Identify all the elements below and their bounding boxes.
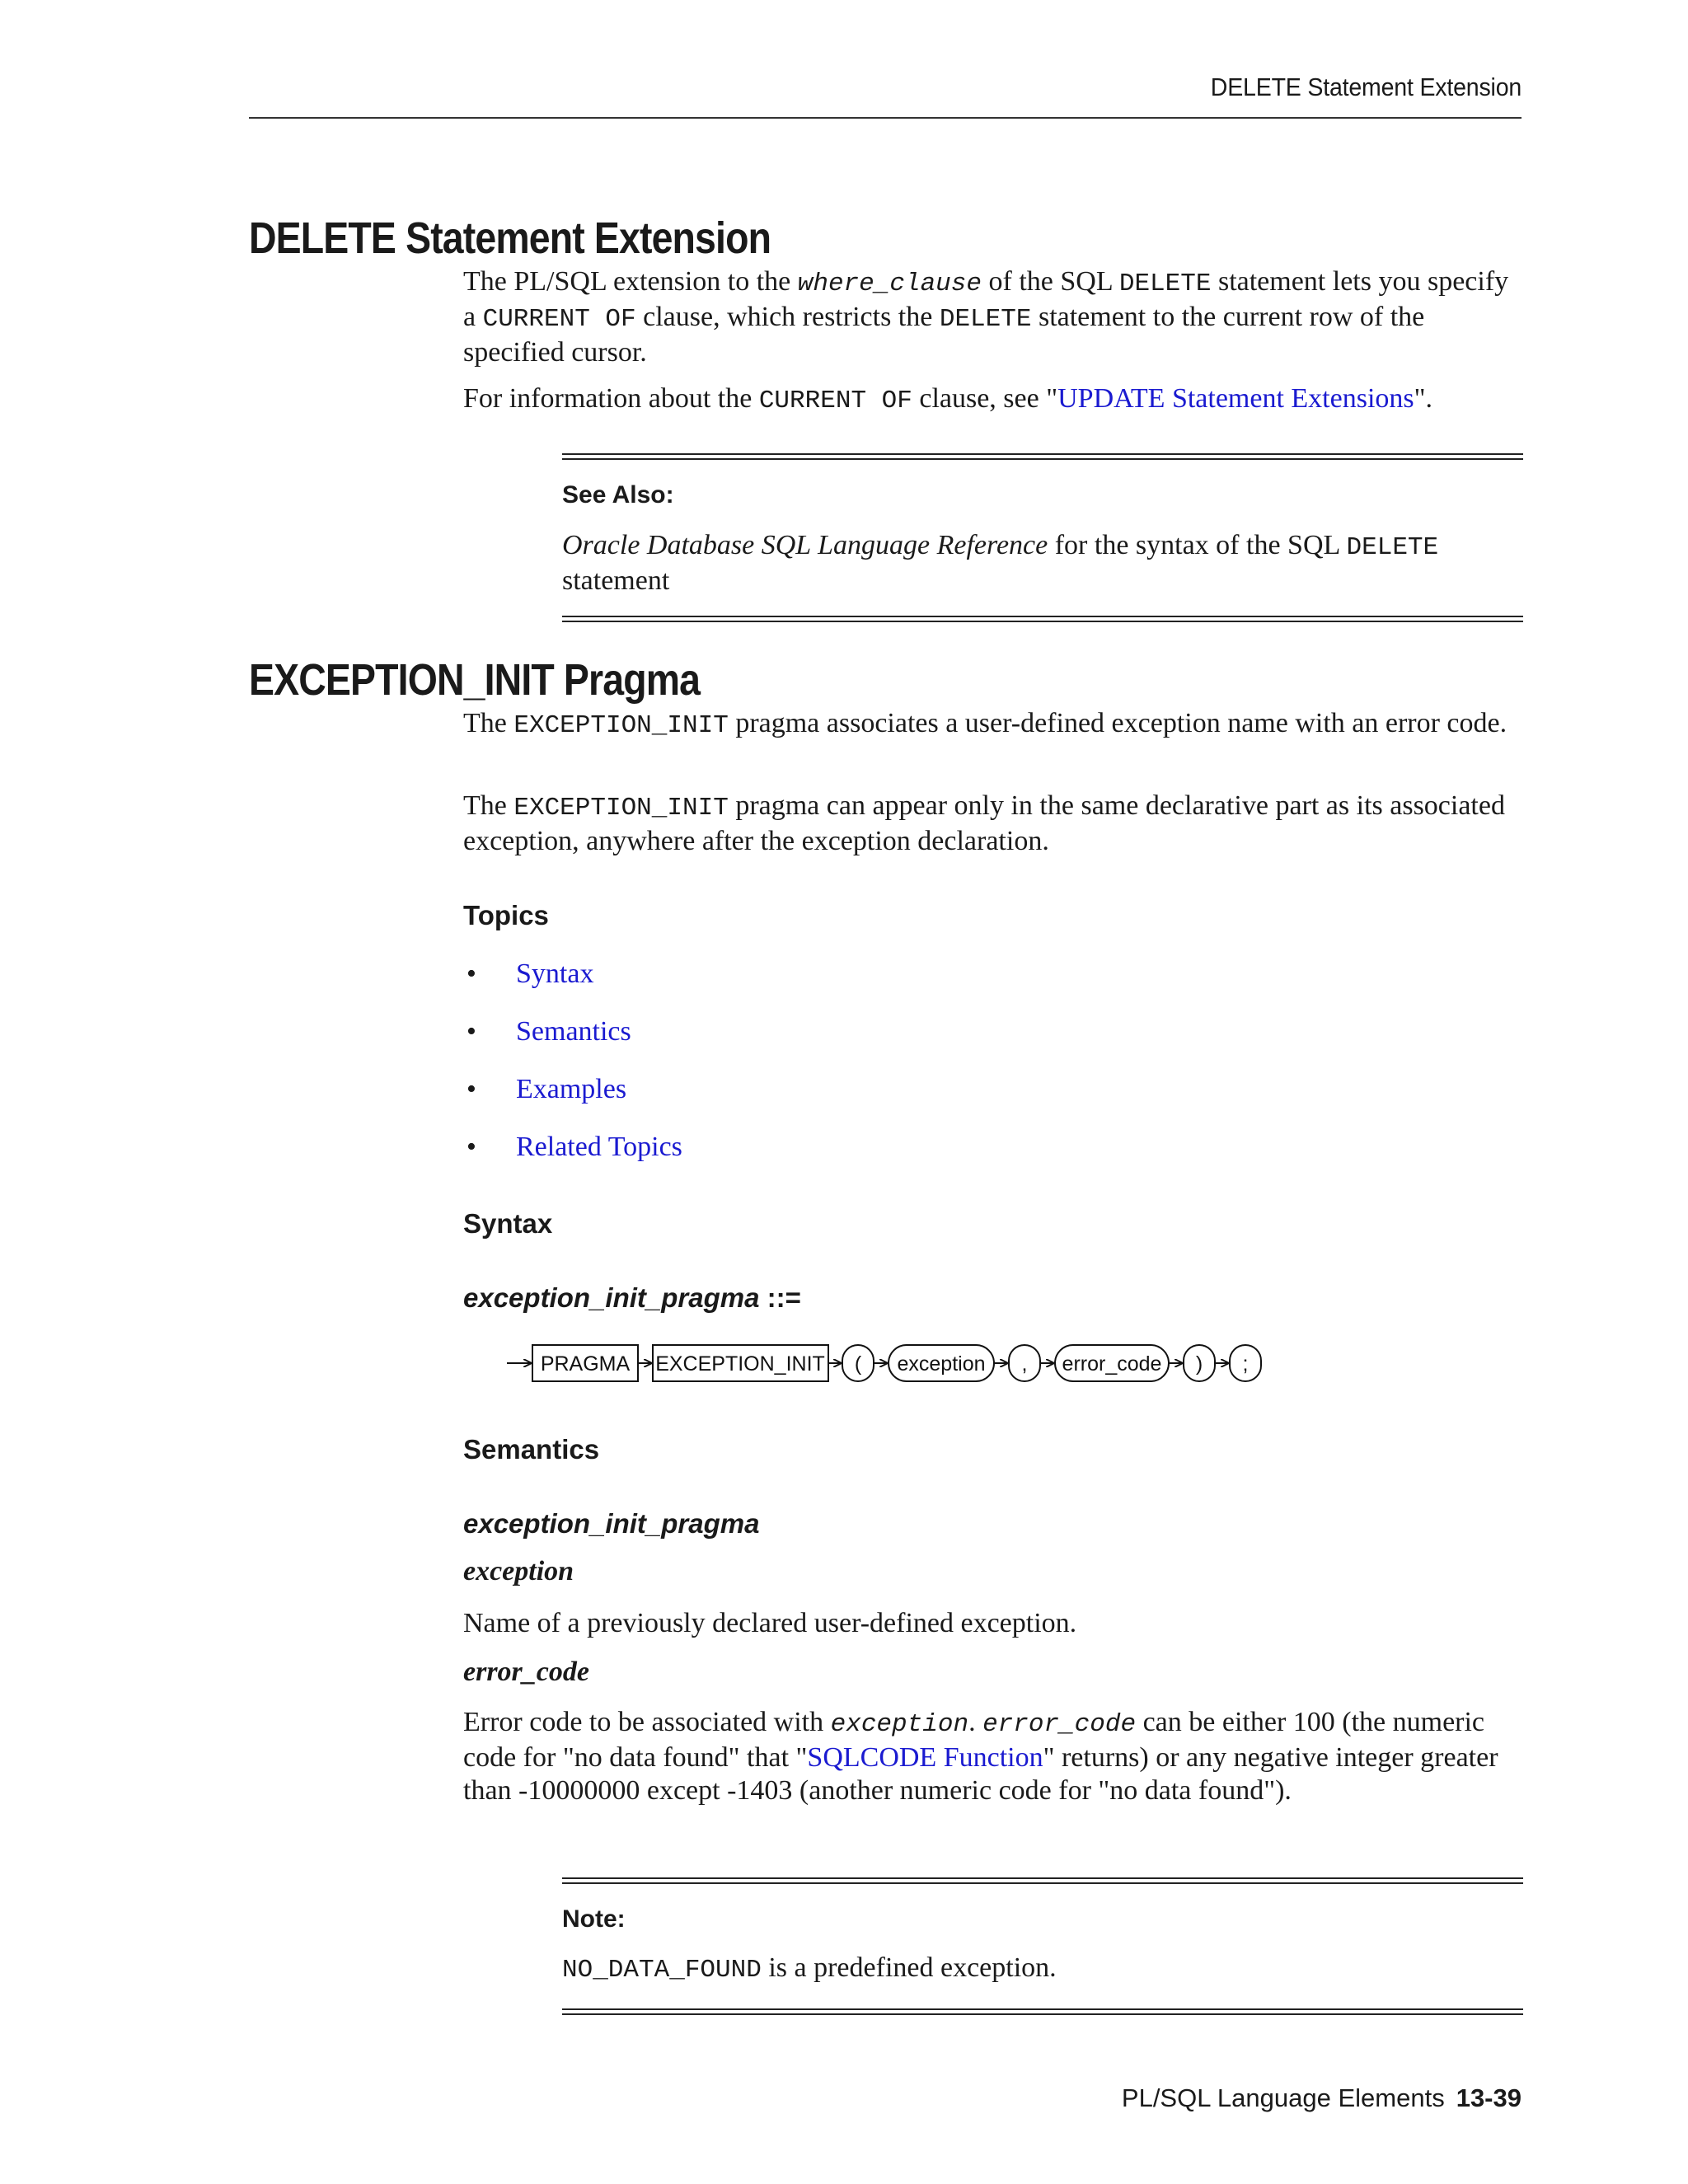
delete-section-title: DELETE Statement Extension [249, 213, 771, 263]
code-exception: exception [830, 1710, 969, 1739]
header-rule [249, 117, 1522, 119]
delete-info-paragraph: For information about the CURRENT OF clause, see "UPDATE Statement Extensions". [463, 383, 1433, 415]
term-error-code: error_code [463, 1657, 589, 1687]
term-exception-description: Name of a previously declared user-defined exception. [463, 1608, 1077, 1638]
diagram-token-exception-init: EXCEPTION_INIT [655, 1352, 825, 1376]
diagram-token-open-paren: ( [854, 1352, 862, 1376]
term-error-code-description: Error code to be associated with exception. error_code can be either 100 (the numeric code for "no data found" that "SQLCODE Function" returns) or any negative integer greater than -10000000 except -1403 (another numeric code for "no data found"). [463, 1707, 1498, 1806]
page-number: 13-39 [1456, 2083, 1522, 2112]
bullet-icon: • [467, 958, 476, 989]
footer-book-title: PL/SQL Language Elements [1121, 2083, 1445, 2112]
code-where-clause: where_clause [797, 269, 982, 298]
code-exception-init: EXCEPTION_INIT [513, 794, 729, 823]
bullet-icon: • [467, 1074, 476, 1104]
bullet-icon: • [467, 1132, 476, 1162]
box-top-rule [562, 453, 1523, 460]
note-box [562, 1877, 1523, 2015]
list-item [463, 958, 682, 1015]
diagram-token-close-paren: ) [1195, 1352, 1203, 1376]
list-item [463, 1131, 682, 1188]
page-footer [1122, 2083, 1522, 2113]
topic-link-syntax[interactable]: Syntax [516, 958, 594, 989]
delete-intro-paragraph: The PL/SQL extension to the where_clause of the SQL DELETE statement lets you specify a CURRENT OF clause, which restricts the DELETE statement to the current row of the specified cursor. [463, 266, 1509, 368]
topics-heading: Topics [463, 900, 549, 930]
sql-reference-title: Oracle Database SQL Language Reference [562, 530, 1048, 560]
bullet-icon: • [467, 1016, 476, 1047]
term-exception: exception [463, 1556, 574, 1586]
diagram-token-error-code: error_code [1062, 1352, 1162, 1376]
running-header: DELETE Statement Extension [1210, 73, 1522, 101]
diagram-token-exception: exception [897, 1352, 986, 1376]
see-also-text: Oracle Database SQL Language Reference for the syntax of the SQL DELETE statement [562, 530, 1439, 596]
topics-list [463, 958, 682, 1188]
syntax-diagram [503, 1338, 1278, 1388]
note-text: NO_DATA_FOUND is a predefined exception. [562, 1952, 1057, 1985]
code-no-data-found: NO_DATA_FOUND [562, 1956, 762, 1985]
code-current-of: CURRENT OF [758, 387, 912, 415]
code-exception-init: EXCEPTION_INIT [513, 711, 729, 740]
topic-link-related-topics[interactable]: Related Topics [516, 1132, 682, 1162]
pragma-placement-paragraph: The EXCEPTION_INIT pragma can appear only in the same declarative part as its associated exception, anywhere after the exception declaration. [463, 790, 1505, 856]
see-also-title: See Also: [562, 481, 674, 509]
syntax-rule: exception_init_pragma ::= [463, 1282, 801, 1313]
semantics-heading: Semantics [463, 1434, 600, 1465]
semantics-rule: exception_init_pragma [463, 1508, 760, 1539]
code-delete: DELETE [939, 305, 1032, 334]
pragma-intro-paragraph: The EXCEPTION_INIT pragma associates a user-defined exception name with an error code. [463, 708, 1507, 740]
code-error-code: error_code [982, 1710, 1137, 1739]
code-delete: DELETE [1346, 533, 1439, 562]
topic-link-examples[interactable]: Examples [516, 1074, 627, 1104]
diagram-token-pragma: PRAGMA [540, 1352, 631, 1376]
topic-link-semantics[interactable]: Semantics [516, 1016, 631, 1047]
code-current-of: CURRENT OF [482, 305, 636, 334]
syntax-heading: Syntax [463, 1208, 553, 1239]
note-title: Note: [562, 1905, 626, 1933]
list-item [463, 1015, 682, 1073]
diagram-token-comma: , [1021, 1352, 1028, 1376]
sqlcode-function-link[interactable]: SQLCODE Function [807, 1742, 1043, 1773]
list-item [463, 1073, 682, 1131]
diagram-token-semicolon: ; [1242, 1352, 1249, 1376]
see-also-box [562, 453, 1523, 622]
box-bottom-rule [562, 616, 1523, 622]
pragma-section-title: EXCEPTION_INIT Pragma [249, 655, 701, 705]
code-delete: DELETE [1118, 269, 1212, 298]
box-top-rule [562, 1877, 1523, 1884]
update-extensions-link[interactable]: UPDATE Statement Extensions [1057, 383, 1414, 414]
box-bottom-rule [562, 2008, 1523, 2015]
